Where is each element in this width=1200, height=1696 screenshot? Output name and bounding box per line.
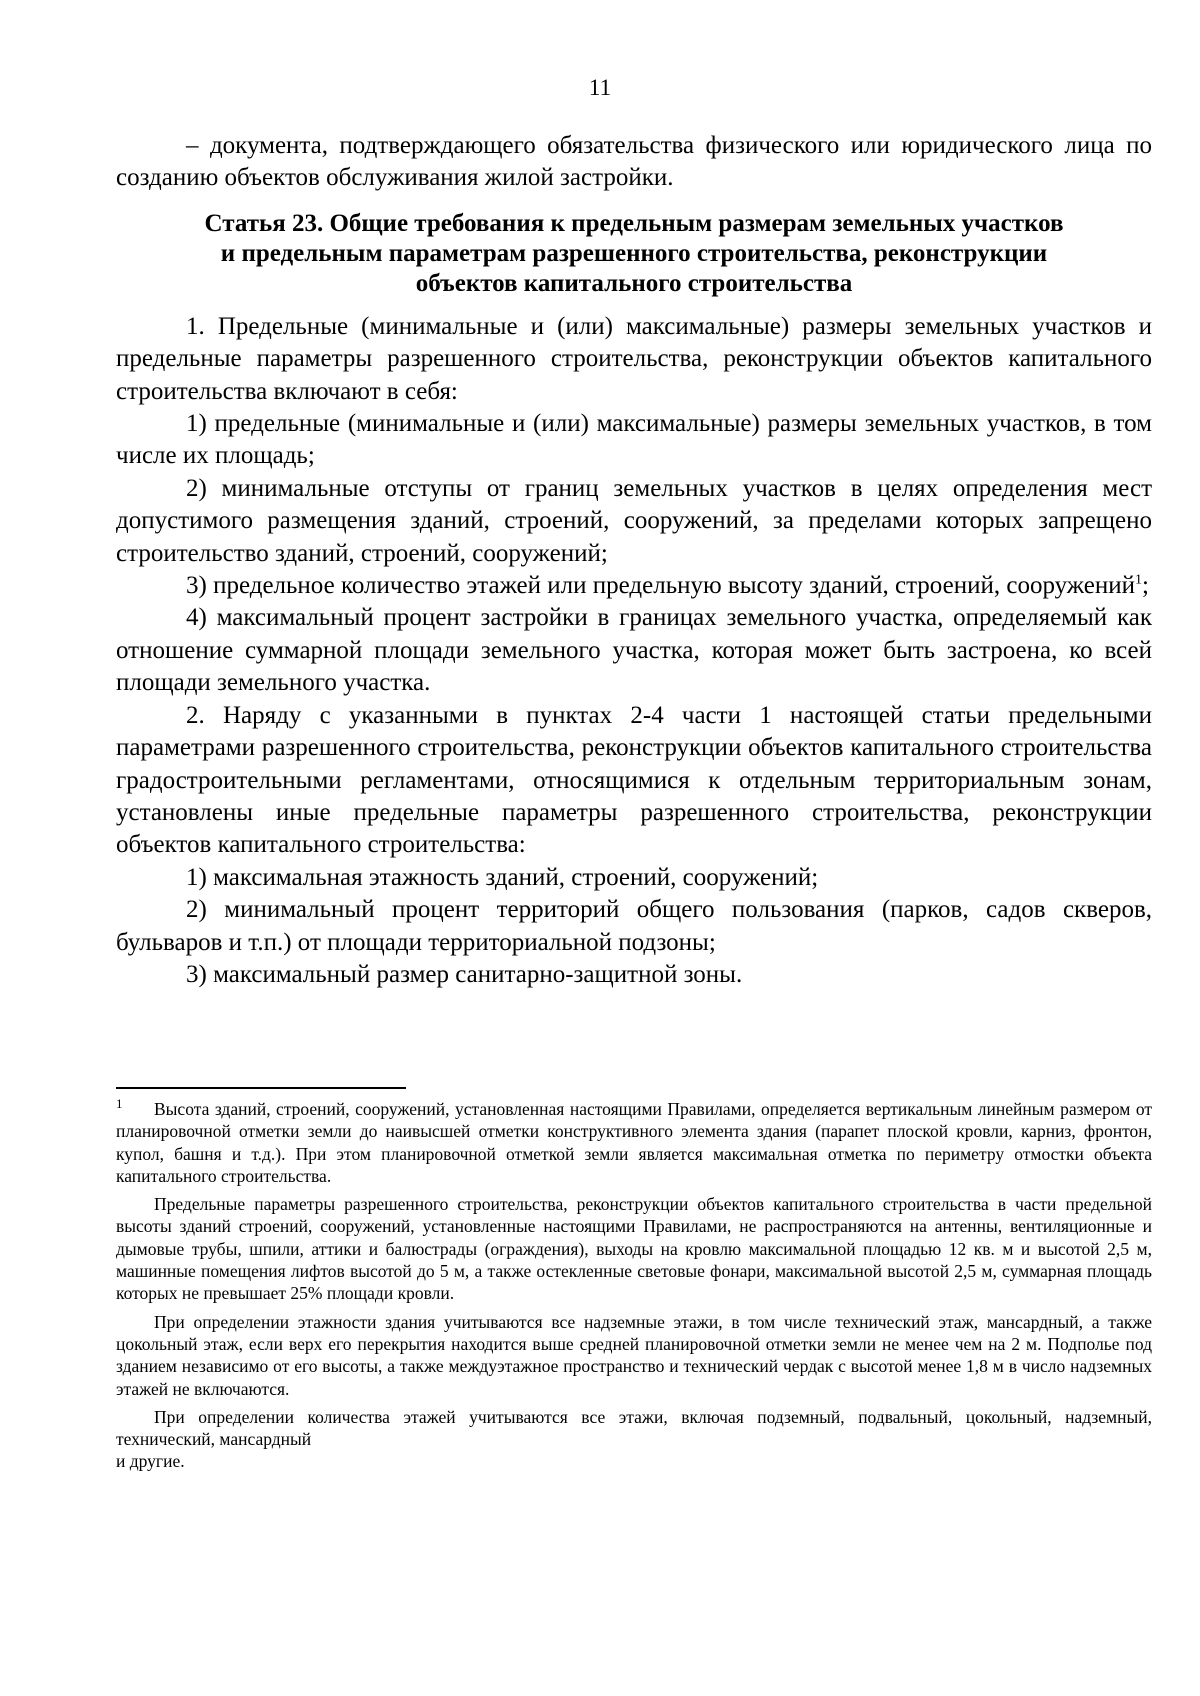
intro-paragraph: – документа, подтверждающего обязательства физического или юридического лица по созданию объектов обслуживания жилой застройки. xyxy=(116,132,1152,192)
paragraph-1-item-4: 4) максимальный процент застройки в границах земельного участка, определяемый как отношение суммарной площади земельного участка, которая может быть застроена, ко всей площади земельного участка. xyxy=(116,604,1152,697)
paragraph-1: 1. Предельные (минимальные и (или) максимальные) размеры земельных участков и предельные параметры разрешенного строительства, реконструкции объектов капитального строительства включают в себя: xyxy=(116,312,1152,405)
paragraph-2-item-1: 1) максимальная этажность зданий, строений, сооружений; xyxy=(186,863,819,891)
footnotes xyxy=(116,1098,1152,1473)
paragraph-1-item-3 xyxy=(116,570,1152,602)
footnote-1: 1 Высота зданий, строений, сооружений, установленная настоящими Правилами, определяется вертикальным линейным размером от планировочной отметки земли до наивысшей отметки конструктивного элемента здания (парапет плоской кровли, карниз, фронтон, купол, башня и т.д.). При этом планировочной отметкой земли является максимальная отметка по периметру отмостки объекта капитального строительства. xyxy=(116,1096,1152,1186)
page-number: 11 xyxy=(588,75,612,100)
article-title-line-2: и предельным параметрам разрешенного строительства, реконструкции xyxy=(220,239,1048,267)
paragraph-2-item-3: 3) максимальный размер санитарно-защитной зоны. xyxy=(186,960,743,988)
main-text xyxy=(116,130,1152,991)
article-title-line-1: Статья 23. Общие требования к предельным размерам земельных участков xyxy=(204,209,1064,237)
paragraph-1-item-2: 2) минимальные отступы от границ земельных участков в целях определения мест допустимого размещения зданий, строений, сооружений, за пределами которых запрещено строительство зданий, строений, сооружений; xyxy=(116,474,1152,567)
footnote-paragraph-4: При определении количества этажей учитываются все этажи, включая подземный, подвальный, цокольный, надземный, технический, мансардный xyxy=(116,1406,1152,1450)
footnote-paragraph-2: Предельные параметры разрешенного строительства, реконструкции объектов капитального строительства в части предельной высоты зданий строений, сооружений, установленные настоящими Правилами, не распространяются на антенны, вентиляционные и дымовые трубы, шпили, аттики и балюстрады (ограждения), выходы на кровлю максимальной площадью 12 кв. м и высотой 2,5 м, машинные помещения лифтов высотой до 5 м, а также остекленные световые фонари, максимальной высотой 2,5 м, суммарная площадь которых не превышает 25% площади кровли. xyxy=(116,1194,1152,1304)
footnote-separator xyxy=(116,1087,406,1089)
article-title xyxy=(116,209,1152,299)
paragraph-1-item-3-text: 3) предельное количество этажей или предельную высоту зданий, строений, сооружений xyxy=(186,572,1135,600)
paragraph-1-item-1: 1) предельные (минимальные и (или) максимальные) размеры земельных участков, в том числе их площадь; xyxy=(116,410,1152,470)
paragraph-1-item-3-end: ; xyxy=(1141,572,1149,600)
paragraph-2-item-2: 2) минимальный процент территорий общего пользования (парков, садов скверов, бульваров и т.п.) от площади территориальной подзоны; xyxy=(116,896,1152,956)
footnote-paragraph-4-tail: и другие. xyxy=(116,1451,185,1472)
footnote-paragraph-3: При определении этажности здания учитываются все надземные этажи, в том числе технический этаж, мансардный, а также цокольный этаж, если верх его перекрытия находится выше средней планировочной отметки земли не менее чем на 2 м. Подполье под зданием независимо от его высоты, а также междуэтажное пространство и технический чердак с высотой менее 1,8 м в число надземных этажей не включаются. xyxy=(116,1311,1152,1399)
footnote-1-text: Высота зданий, строений, сооружений, установленная настоящими Правилами, определяется вертикальным линейным размером от планировочной отметки земли до наивысшей отметки конструктивного элемента здания (парапет плоской кровли, карниз, фронтон, купол, башня и т.д.). При этом планировочной отметкой земли является максимальная отметка по периметру отмостки объекта капитального строительства. xyxy=(116,1099,1152,1186)
footnote-reference[interactable]: 1 xyxy=(1134,572,1142,588)
article-title-line-3: объектов капитального строительства xyxy=(415,269,853,297)
paragraph-2: 2. Наряду с указанными в пунктах 2-4 части 1 настоящей статьи предельными параметрами разрешенного строительства, реконструкции объектов капитального строительства градостроительными регламентами, относящимися к отдельным территориальным зонам, установлены иные предельные параметры разрешенного строительства, реконструкции объектов капитального строительства: xyxy=(116,701,1152,859)
